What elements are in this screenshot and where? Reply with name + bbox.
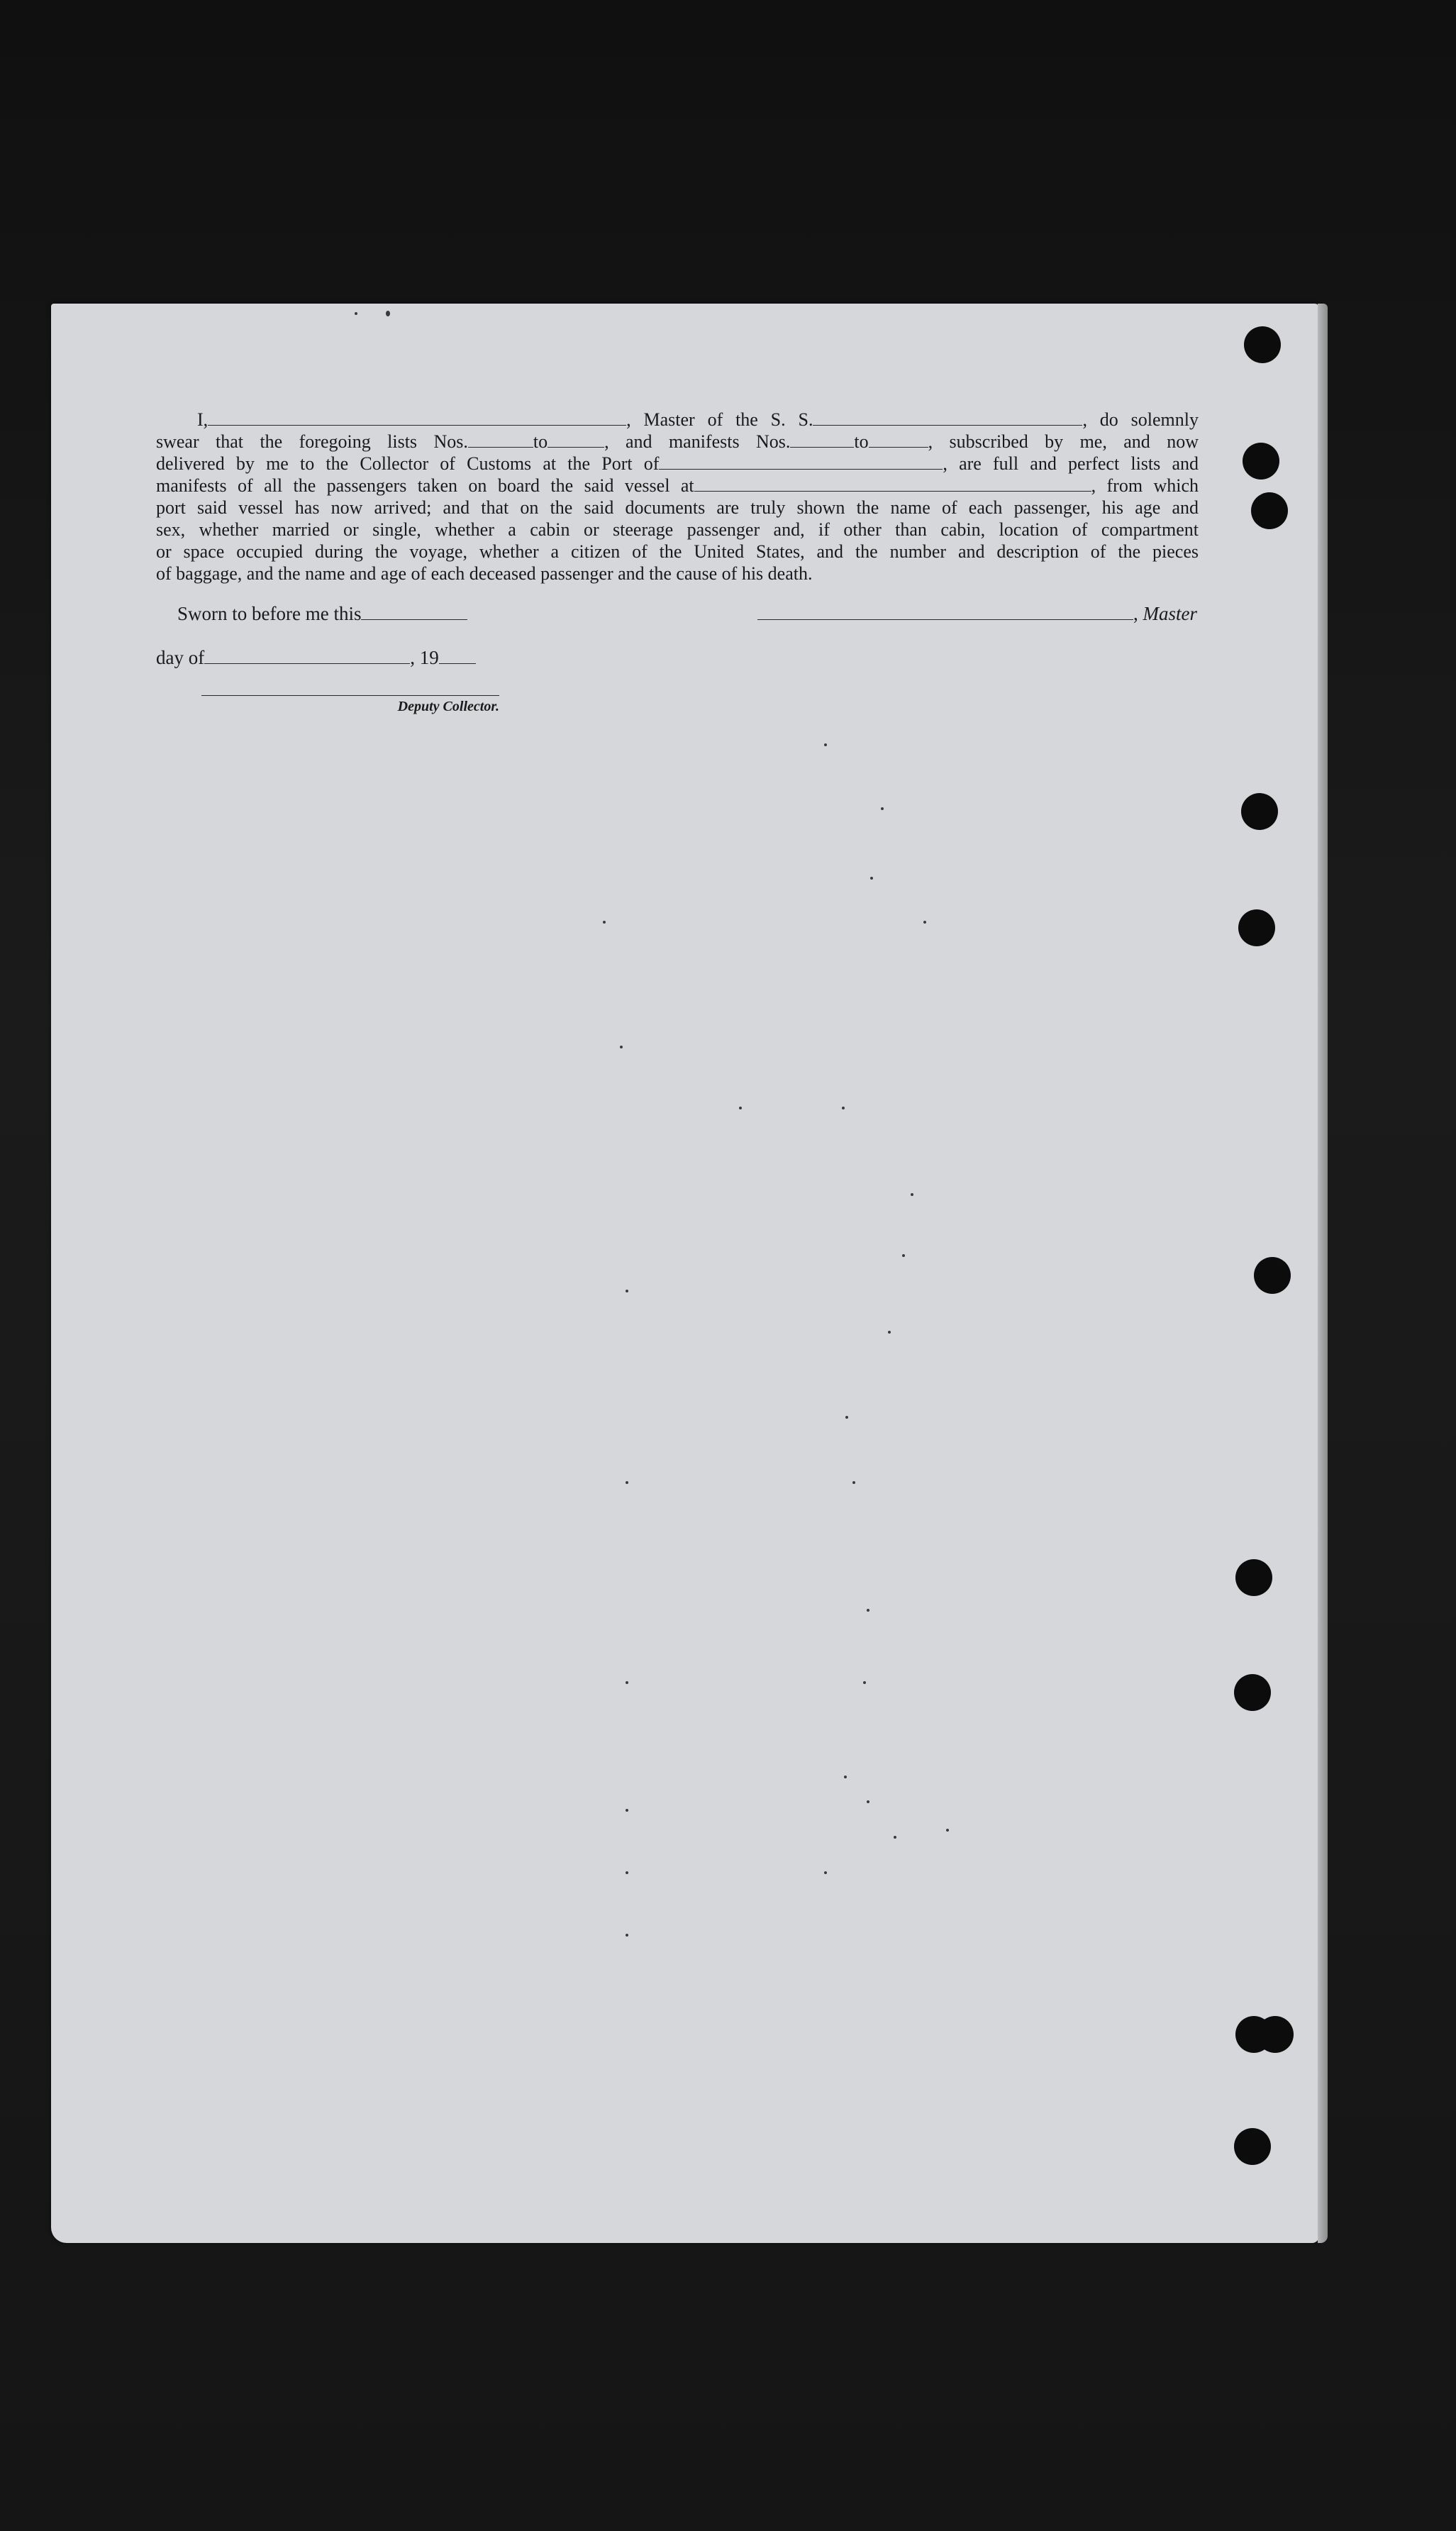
punch-hole [1234, 1674, 1271, 1711]
list-to-blank [548, 434, 604, 448]
scan-speck [844, 1776, 847, 1778]
scan-speck [739, 1107, 742, 1109]
scan-speck [870, 877, 873, 880]
port-blank [659, 456, 943, 470]
punch-hole [1257, 2016, 1294, 2053]
ship-name-blank [813, 412, 1082, 426]
master-signature-blank [757, 607, 1133, 620]
oath-line-5: port said vessel has now arrived; and that on the said documents are truly shown the name of each passenger, his age and [156, 497, 1199, 518]
punch-hole [1241, 793, 1278, 830]
scan-speck [911, 1193, 913, 1196]
manifest-to-blank [869, 434, 928, 448]
scan-speck [355, 312, 357, 315]
oath-line-1: I, , Master of the S. S. , do solemnly [197, 409, 1199, 430]
scan-speck [626, 1481, 628, 1484]
scan-speck [620, 1046, 623, 1048]
list-from-blank [468, 434, 533, 448]
scan-speck [842, 1107, 845, 1109]
scan-speck [946, 1829, 949, 1832]
manifest-from-blank [790, 434, 854, 448]
punch-hole [1235, 1559, 1272, 1596]
scan-speck [845, 1416, 848, 1419]
document-page [51, 304, 1319, 2243]
embarkation-port-blank [694, 478, 1091, 492]
scan-speck [626, 1871, 628, 1874]
oath-line-6: sex, whether married or single, whether a cabin or steerage passenger and, if other than cabin, location of compartment [156, 519, 1199, 540]
page-edge [1318, 304, 1328, 2243]
oath-paragraph [156, 409, 1199, 585]
scan-speck [603, 921, 606, 924]
master-name-blank [208, 412, 626, 426]
scan-speck [867, 1800, 869, 1803]
scan-speck [923, 921, 926, 924]
master-signature: , Master [757, 603, 1197, 625]
scan-speck [824, 743, 827, 746]
scan-speck [626, 1681, 628, 1684]
scan-speck [881, 807, 884, 810]
oath-line-3: delivered by me to the Collector of Customs at the Port of , are full and perfect lists and [156, 453, 1199, 474]
scan-speck [852, 1481, 855, 1484]
punch-hole [1244, 326, 1281, 363]
scan-speck [894, 1836, 896, 1839]
scan-speck [626, 1809, 628, 1812]
oath-line-4: manifests of all the passengers taken on board the said vessel at , from which [156, 475, 1199, 496]
month-blank [204, 650, 410, 664]
day-of-line: day of , 19 [156, 647, 476, 669]
scan-speck [386, 311, 390, 316]
master-title: Master [1143, 603, 1197, 624]
scan-speck [824, 1871, 827, 1874]
scan-speck [888, 1331, 891, 1334]
scan-speck [902, 1254, 905, 1257]
punch-hole [1254, 1257, 1291, 1294]
punch-hole [1234, 2128, 1271, 2165]
oath-line-8: of baggage, and the name and age of each deceased passenger and the cause of his death. [156, 563, 813, 584]
sworn-day-blank [361, 607, 467, 620]
punch-hole [1251, 492, 1288, 529]
oath-line-2: swear that the foregoing lists Nos. to , and manifests Nos. to , subscribed by me, and now [156, 431, 1199, 452]
scan-speck [626, 1290, 628, 1292]
punch-hole [1238, 909, 1275, 946]
scan-speck [626, 1934, 628, 1937]
scan-speck [867, 1609, 869, 1612]
sworn-line: Sworn to before me this [156, 603, 467, 625]
punch-hole [1243, 443, 1279, 480]
oath-line-7: or space occupied during the voyage, whether a citizen of the United States, and the number and description of the pieces [156, 541, 1199, 562]
year-blank [439, 650, 476, 664]
deputy-collector-signature: Deputy Collector. [201, 695, 499, 715]
scan-speck [863, 1681, 866, 1684]
